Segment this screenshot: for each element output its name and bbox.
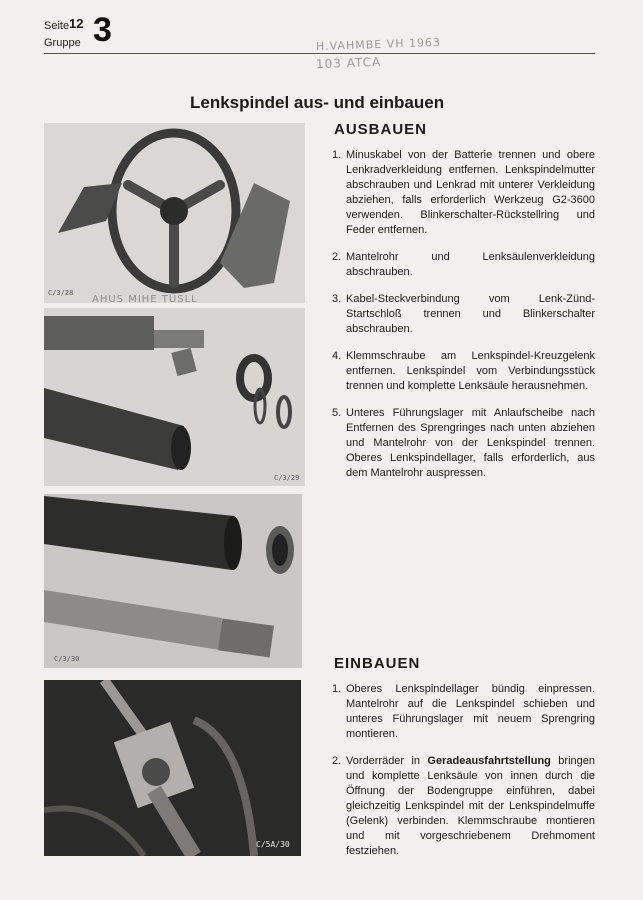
- step-text: Kabel-Steckverbindung vom Lenk-Zünd-Startschloß trennen und Blinkerschalter abschrauben.: [346, 293, 595, 335]
- step-number: 1.: [332, 683, 342, 695]
- step-number: 4.: [332, 350, 342, 362]
- step-number: 2.: [332, 251, 342, 263]
- step-number: 3.: [332, 293, 342, 305]
- einbauen-step-2: [332, 754, 595, 859]
- ausbauen-step-2: [332, 250, 595, 280]
- group-number: 3: [93, 11, 112, 49]
- step-text-before: Vorderräder in: [346, 755, 428, 767]
- figure-universal-joint: [44, 680, 301, 856]
- ausbauen-step-3: [332, 292, 595, 337]
- figure-tube-shaft: [44, 494, 302, 668]
- step-number: 5.: [332, 407, 342, 419]
- ausbauen-step-5: [332, 406, 595, 481]
- page-number: 12: [69, 16, 84, 31]
- figure-label-3: C/3/30: [54, 655, 80, 663]
- ausbauen-steps: [332, 148, 595, 493]
- figure-label-4: C/5A/30: [256, 840, 290, 849]
- step-number: 2.: [332, 755, 342, 767]
- step-text-after: bringen und komplette Lenksäule von innen durch die Öffnung der Bodengruppe einführen, dabei gleichzeitig Lenkspindel mit der Lenkspindelmuffe (Gelenk) verbinden. Klemmschraube montieren und mit vorgeschriebenem Drehmoment festziehen.: [346, 755, 595, 857]
- page-title: Lenkspindel aus- und einbauen: [190, 93, 445, 112]
- header-rule: [44, 53, 595, 54]
- handwritten-note-2: 103 ATCA: [315, 54, 382, 72]
- figure-steering-wheel: [44, 123, 305, 303]
- ausbauen-step-1: [332, 148, 595, 238]
- ausbauen-heading: AUSBAUEN: [334, 121, 428, 138]
- einbauen-step-1: [332, 682, 595, 742]
- step-text-emphasis: Geradeausfahrtstellung: [427, 755, 551, 767]
- figure-label-2: C/3/29: [274, 474, 300, 482]
- figure-label-1: C/3/28: [48, 289, 74, 297]
- seite-label: Seite: [44, 20, 70, 32]
- einbauen-steps: [332, 682, 595, 871]
- handwritten-overlay: AHUS MIHE TUSLL: [92, 294, 198, 305]
- ausbauen-step-4: [332, 349, 595, 394]
- step-text: Minuskabel von der Batterie trennen und obere Lenkradverkleidung entfernen. Lenkspindelmutter abschrauben und Lenkrad mit unterer Verkleidung abziehen, falls erforderlich Werkzeug G2-3600 verwenden. Blinkerschalter-Rückstellring und Feder entfernen.: [346, 149, 595, 236]
- figure-spindle-bearings: [44, 308, 305, 486]
- handwritten-note-1: H.VAHMBE VH 1963: [315, 35, 442, 54]
- step-text: Oberes Lenkspindellager bündig einpressen. Mantelrohr auf die Lenkspindel schieben und unteres Führungslager mit neuem Sprengring montieren.: [346, 683, 595, 740]
- gruppe-label: Gruppe: [44, 37, 81, 49]
- step-text: Klemmschraube am Lenkspindel-Kreuzgelenk entfernen. Lenkspindel vom Verbindungsstück trennen und komplette Lenksäule herausnehmen.: [346, 350, 595, 392]
- step-number: 1.: [332, 149, 342, 161]
- step-text: Unteres Führungslager mit Anlaufscheibe nach Entfernen des Sprengringes nach unten abziehen und Mantelrohr von der Lenkspindel trennen. Oberes Lenkspindellager, falls erforderlich, aus dem Mantelrohr auspressen.: [346, 407, 595, 479]
- step-text: Mantelrohr und Lenksäulenverkleidung abschrauben.: [346, 251, 595, 278]
- einbauen-heading: EINBAUEN: [334, 655, 421, 672]
